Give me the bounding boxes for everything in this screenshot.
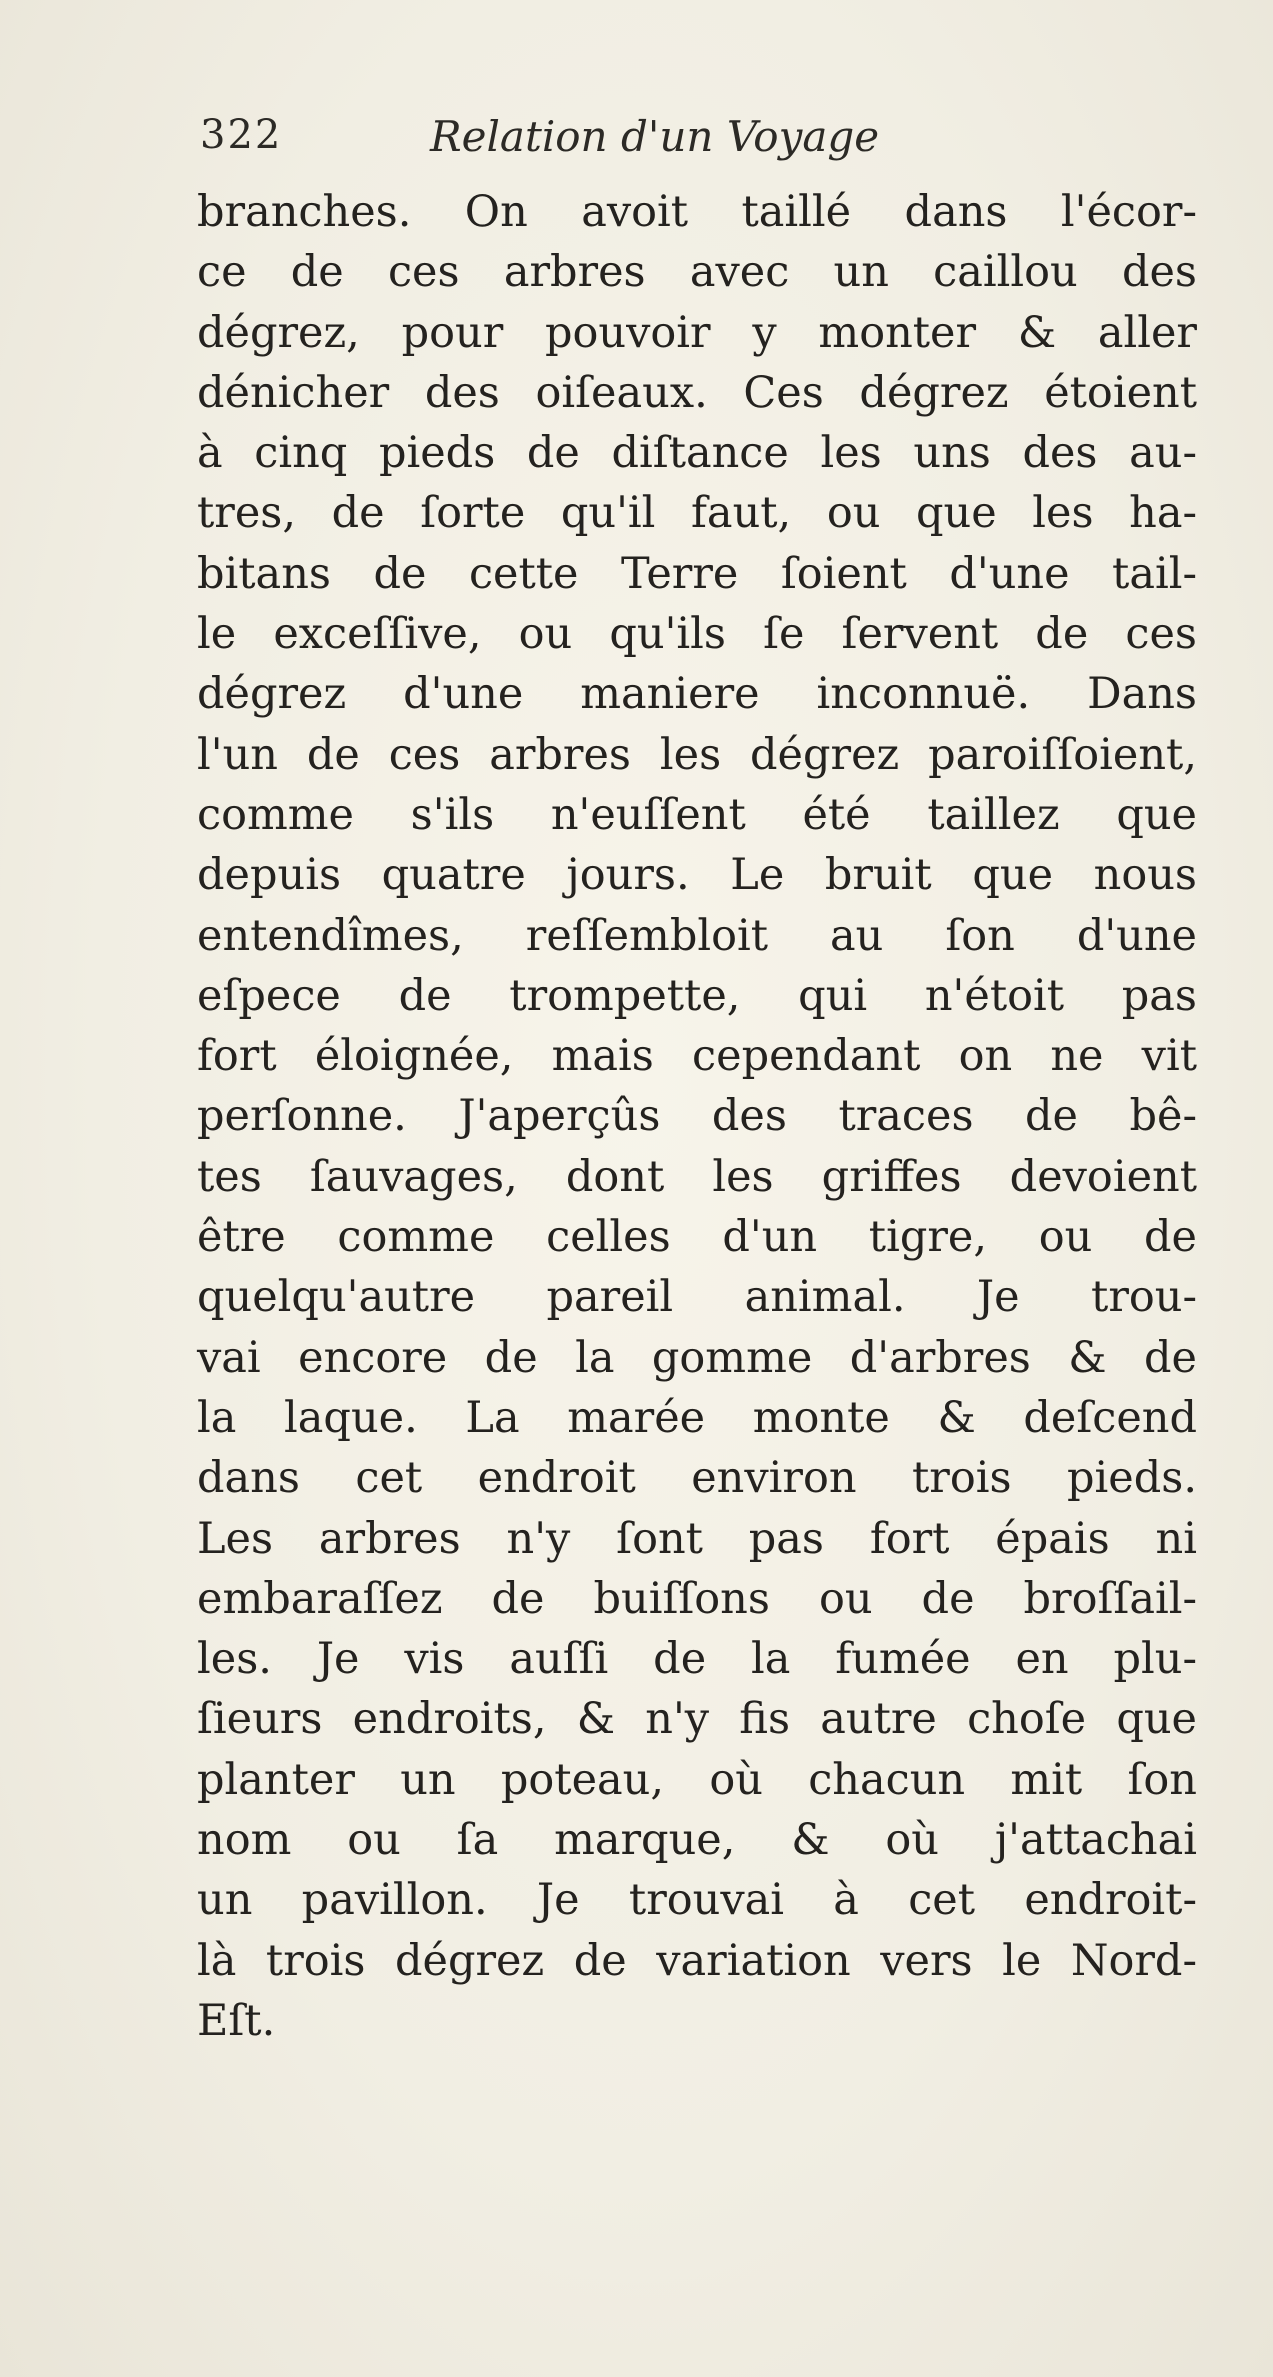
text-line: entendîmes, reſſembloit au ſon d'une [197, 910, 1197, 961]
text-line: Les arbres n'y ſont pas fort épais ni [197, 1513, 1197, 1564]
text-line: fort éloignée, mais cependant on ne vit [197, 1031, 1197, 1082]
text-line: ſieurs endroits, & n'y fis autre choſe que [197, 1694, 1197, 1745]
text-line: dégrez d'une maniere inconnuë. Dans [197, 669, 1197, 720]
text-line-last: Eſt. [197, 1995, 276, 2046]
text-line: vai encore de la gomme d'arbres & de [197, 1332, 1197, 1383]
text-line: être comme celles d'un tigre, ou de [197, 1212, 1197, 1263]
text-line: quelqu'autre pareil animal. Je trou- [197, 1272, 1197, 1323]
text-line: eſpece de trompette, qui n'étoit pas [197, 970, 1197, 1021]
text-line: dénicher des oiſeaux. Ces dégrez étoient [197, 367, 1197, 418]
text-line: bitans de cette Terre ſoient d'une tail- [197, 548, 1197, 599]
text-line: planter un poteau, où chacun mit ſon [197, 1754, 1197, 1805]
page-header [200, 112, 1100, 182]
text-line: la laque. La marée monte & deſcend [197, 1392, 1197, 1443]
text-line: embaraſſez de buiſſons ou de broſſail- [197, 1573, 1197, 1624]
text-line: perſonne. J'aperçûs des traces de bê- [197, 1091, 1197, 1142]
text-line: les. Je vis auſſi de la fumée en plu- [197, 1634, 1197, 1685]
text-line: comme s'ils n'euſſent été taillez que [197, 789, 1197, 840]
text-line: tres, de ſorte qu'il faut, ou que les ha- [197, 488, 1197, 539]
text-line: branches. On avoit taillé dans l'écor- [197, 187, 1197, 237]
text-line: un pavillon. Je trouvai à cet endroit- [197, 1875, 1197, 1926]
text-line: le exceſſive, ou qu'ils ſe ſervent de ces [197, 609, 1197, 660]
text-line: tes ſauvages, dont les griffes devoient [197, 1151, 1197, 1202]
running-title: Relation d'un Voyage [430, 112, 880, 161]
text-line: l'un de ces arbres les dégrez paroiſſoient, [197, 729, 1197, 780]
text-line: nom ou ſa marque, & où j'attachai [197, 1815, 1197, 1866]
body-text [197, 182, 1197, 2051]
text-line: dégrez, pour pouvoir y monter & aller [197, 307, 1197, 358]
text-line: à cinq pieds de diſtance les uns des au- [197, 428, 1197, 479]
text-line: ce de ces arbres avec un caillou des [197, 247, 1197, 298]
text-line: dans cet endroit environ trois pieds. [197, 1453, 1197, 1504]
text-line: depuis quatre jours. Le bruit que nous [197, 850, 1197, 901]
text-line: là trois dégrez de variation vers le Nord- [197, 1935, 1197, 1986]
page-number: 322 [200, 112, 283, 158]
